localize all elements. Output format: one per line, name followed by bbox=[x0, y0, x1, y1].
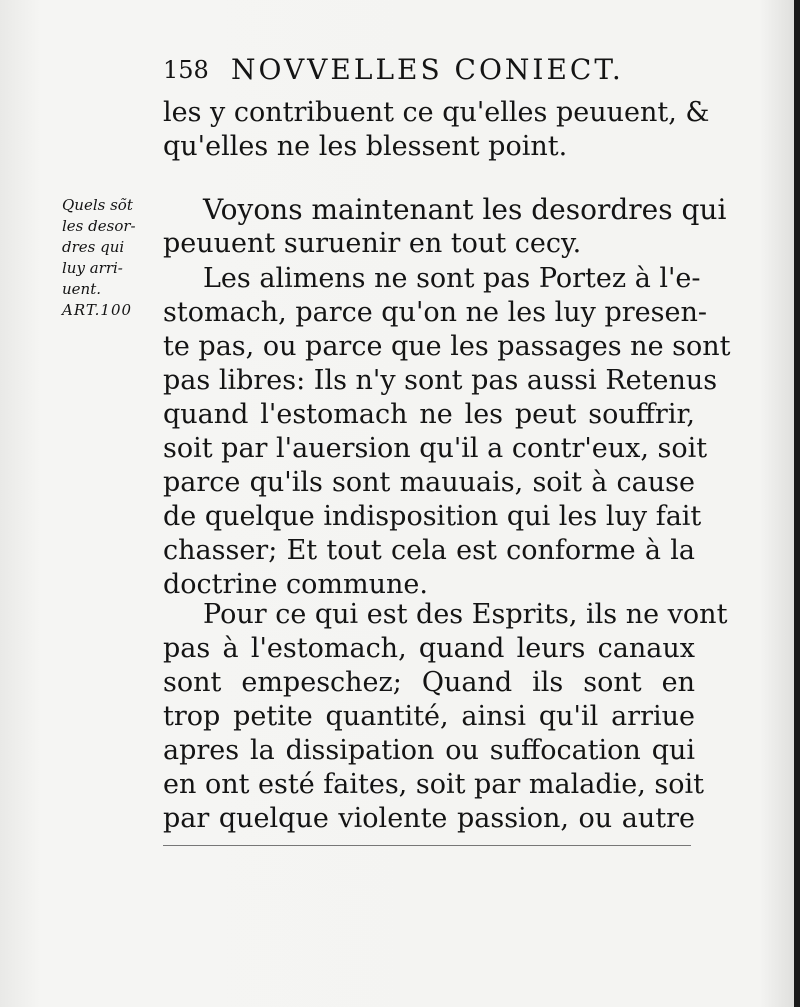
underline-mark bbox=[163, 845, 691, 846]
text-line: Voyons maintenant les desordres qui bbox=[203, 193, 727, 226]
margin-note-line: luy arri- bbox=[62, 259, 123, 277]
continuation-text bbox=[163, 96, 710, 164]
text-line: quand l'estomach ne les peut souffrir, bbox=[163, 399, 695, 430]
text-line: doctrine commune. bbox=[163, 569, 428, 600]
paragraph-3 bbox=[163, 598, 728, 836]
text-line: qu'elles ne les blessent point. bbox=[163, 131, 568, 162]
margin-note-line: les desor- bbox=[62, 217, 136, 235]
margin-note bbox=[62, 195, 162, 321]
page-edge bbox=[794, 0, 800, 1007]
text-line: te pas, ou parce que les passages ne sont bbox=[163, 331, 731, 362]
text-line: apres la dissipation ou suffocation qui bbox=[163, 735, 695, 766]
text-line: trop petite quantité, ainsi qu'il arriue bbox=[163, 701, 695, 732]
text-line: parce qu'ils sont mauuais, soit à cause bbox=[163, 467, 695, 498]
page-number: 158 bbox=[163, 56, 209, 84]
paragraph-2 bbox=[163, 262, 731, 602]
text-line: par quelque violente passion, ou autre bbox=[163, 803, 695, 834]
text-line: sont empeschez; Quand ils sont en bbox=[163, 667, 695, 698]
text-line: chasser; Et tout cela est conforme à la bbox=[163, 535, 695, 566]
text-line: pas à l'estomach, quand leurs canaux bbox=[163, 633, 695, 664]
margin-note-article: ART.100 bbox=[62, 301, 133, 319]
text-line: peuuent suruenir en tout cecy. bbox=[163, 228, 582, 259]
margin-note-line: dres qui bbox=[62, 238, 125, 256]
text-line: les y contribuent ce qu'elles peuuent, & bbox=[163, 97, 710, 128]
text-line: Les alimens ne sont pas Portez à l'e- bbox=[203, 263, 701, 294]
text-line: soit par l'auersion qu'il a contr'eux, soit bbox=[163, 433, 708, 464]
text-line: de quelque indisposition qui les luy fait bbox=[163, 501, 702, 532]
running-title: NOVVELLES CONIECT. bbox=[231, 53, 624, 86]
text-line: en ont esté faites, soit par maladie, soit bbox=[163, 769, 704, 800]
paragraph-1 bbox=[163, 193, 727, 261]
margin-note-line: uent. bbox=[62, 280, 101, 298]
page-header bbox=[163, 52, 683, 88]
text-line: Pour ce qui est des Esprits, ils ne vont bbox=[203, 599, 728, 630]
text-line: stomach, parce qu'on ne les luy presen- bbox=[163, 297, 708, 328]
margin-note-line: Quels sõt bbox=[62, 196, 133, 214]
text-line: pas libres: Ils n'y sont pas aussi Retenus bbox=[163, 365, 718, 396]
